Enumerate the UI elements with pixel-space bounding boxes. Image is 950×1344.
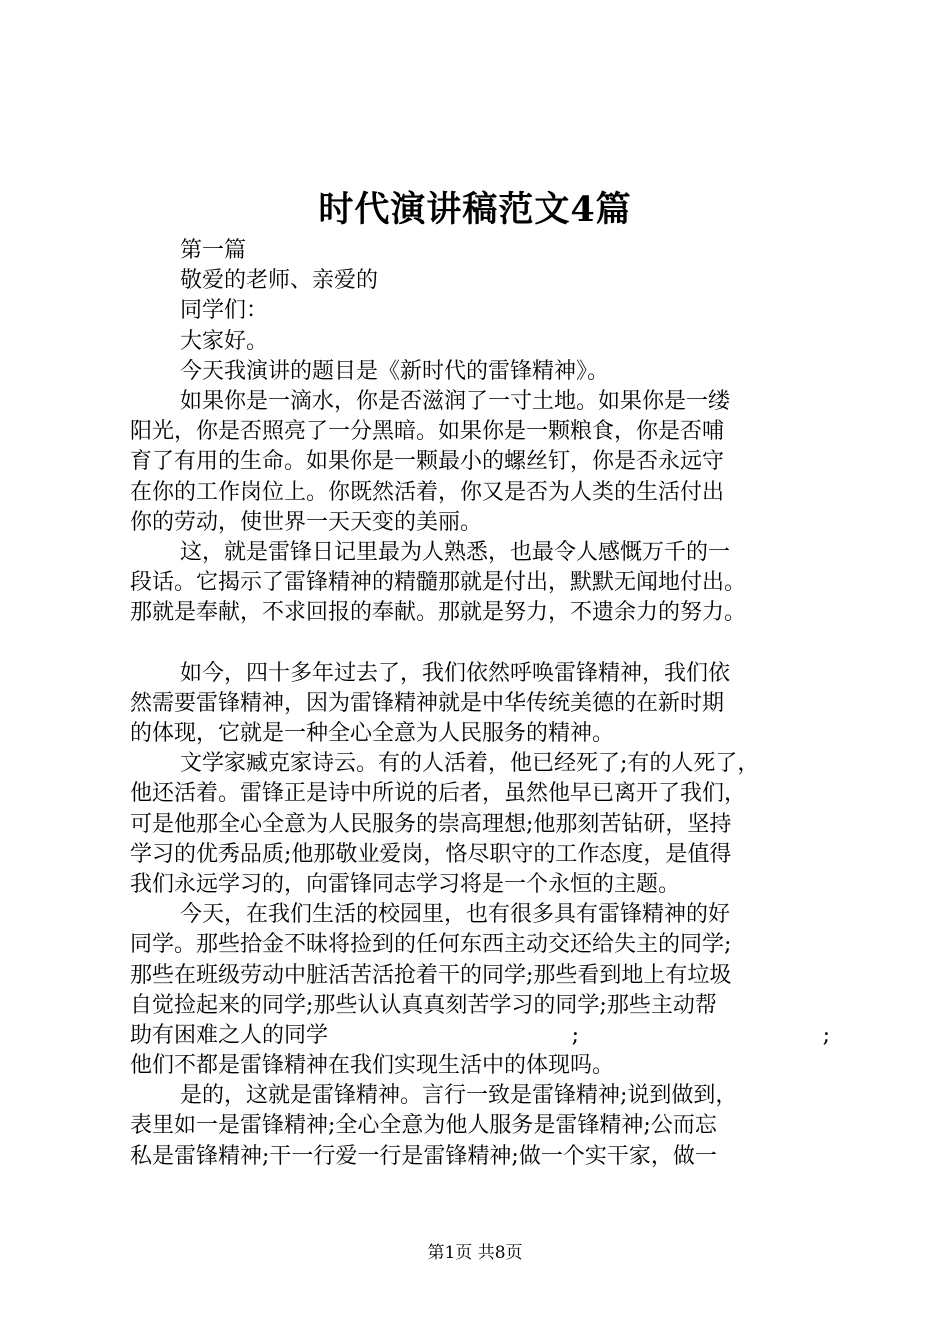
text-line: 的体现，它就是一种全心全意为人民服务的精神。 bbox=[130, 721, 615, 746]
text-line: 这，就是雷锋日记里最为人熟悉，也最令人感慨万千的一 bbox=[180, 539, 731, 565]
text-line: 大家好。 bbox=[180, 328, 269, 354]
text-line: 是的，这就是雷锋精神。言行一致是雷锋精神;说到做到， bbox=[180, 1083, 738, 1109]
semicolon-mark: ; bbox=[571, 1022, 579, 1048]
text-segment: 助有困难之人的同学 bbox=[130, 1022, 329, 1048]
semicolon-mark: ; bbox=[822, 1022, 830, 1048]
text-line: 文学家臧克家诗云。有的人活着，他已经死了;有的人死了， bbox=[180, 751, 760, 777]
text-line: 学习的优秀品质;他那敬业爱岗，恪尽职守的工作态度，是值得 bbox=[130, 841, 732, 867]
text-line: 敬爱的老师、亲爱的 bbox=[180, 268, 379, 294]
text-line: 如果你是一滴水，你是否滋润了一寸土地。如果你是一缕 bbox=[180, 388, 731, 414]
text-line-justified bbox=[130, 1021, 830, 1051]
text-line: 同学们： bbox=[180, 298, 269, 324]
text-line: 第一篇 bbox=[180, 238, 247, 263]
text-line: 表里如一是雷锋精神;全心全意为他人服务是雷锋精神;公而忘 bbox=[130, 1113, 717, 1139]
text-line: 可是他那全心全意为人民服务的崇高理想;他那刻苦钻研，坚持 bbox=[130, 811, 732, 837]
text-line: 你的劳动，使世界一天天变的美丽。 bbox=[130, 509, 483, 535]
document-body bbox=[130, 236, 830, 1172]
text-line: 今天我演讲的题目是《新时代的雷锋精神》。 bbox=[180, 358, 610, 384]
text-line: 他们不都是雷锋精神在我们实现生活中的体现吗。 bbox=[130, 1053, 615, 1079]
text-line: 今天，在我们生活的校园里，也有很多具有雷锋精神的好 bbox=[180, 902, 731, 928]
page-footer: 第1页 共8页 bbox=[427, 1243, 523, 1263]
text-line: 他还活着。雷锋正是诗中所说的后者，虽然他早已离开了我们， bbox=[130, 781, 747, 807]
text-line: 我们永远学习的，向雷锋同志学习将是一个永恒的主题。 bbox=[130, 871, 681, 897]
document-title: 时代演讲稿范文4篇 bbox=[318, 189, 632, 230]
text-line: 自觉捡起来的同学;那些认认真真刻苦学习的同学;那些主动帮 bbox=[130, 992, 717, 1018]
text-line: 在你的工作岗位上。你既然活着，你又是否为人类的生活付出 bbox=[130, 479, 725, 505]
text-line: 那些在班级劳动中脏活苦活抢着干的同学;那些看到地上有垃圾 bbox=[130, 962, 732, 988]
text-line: 然需要雷锋精神，因为雷锋精神就是中华传统美德的在新时期 bbox=[130, 690, 725, 716]
text-line: 段话。它揭示了雷锋精神的精髓那就是付出，默默无闻地付出。 bbox=[130, 570, 747, 596]
text-line: 育了有用的生命。如果你是一颗最小的螺丝钉，你是否永远守 bbox=[130, 449, 725, 475]
blank-line bbox=[130, 628, 830, 658]
text-line: 那就是奉献，不求回报的奉献。那就是努力，不遗余力的努力。 bbox=[130, 600, 747, 626]
text-line: 同学。那些拾金不昧将捡到的任何东西主动交还给失主的同学; bbox=[130, 932, 732, 958]
text-line: 阳光，你是否照亮了一分黑暗。如果你是一颗粮食，你是否哺 bbox=[130, 419, 725, 445]
text-line: 私是雷锋精神;干一行爱一行是雷锋精神;做一个实干家，做一 bbox=[130, 1143, 717, 1169]
text-line: 如今，四十多年过去了，我们依然呼唤雷锋精神，我们依 bbox=[180, 660, 731, 686]
